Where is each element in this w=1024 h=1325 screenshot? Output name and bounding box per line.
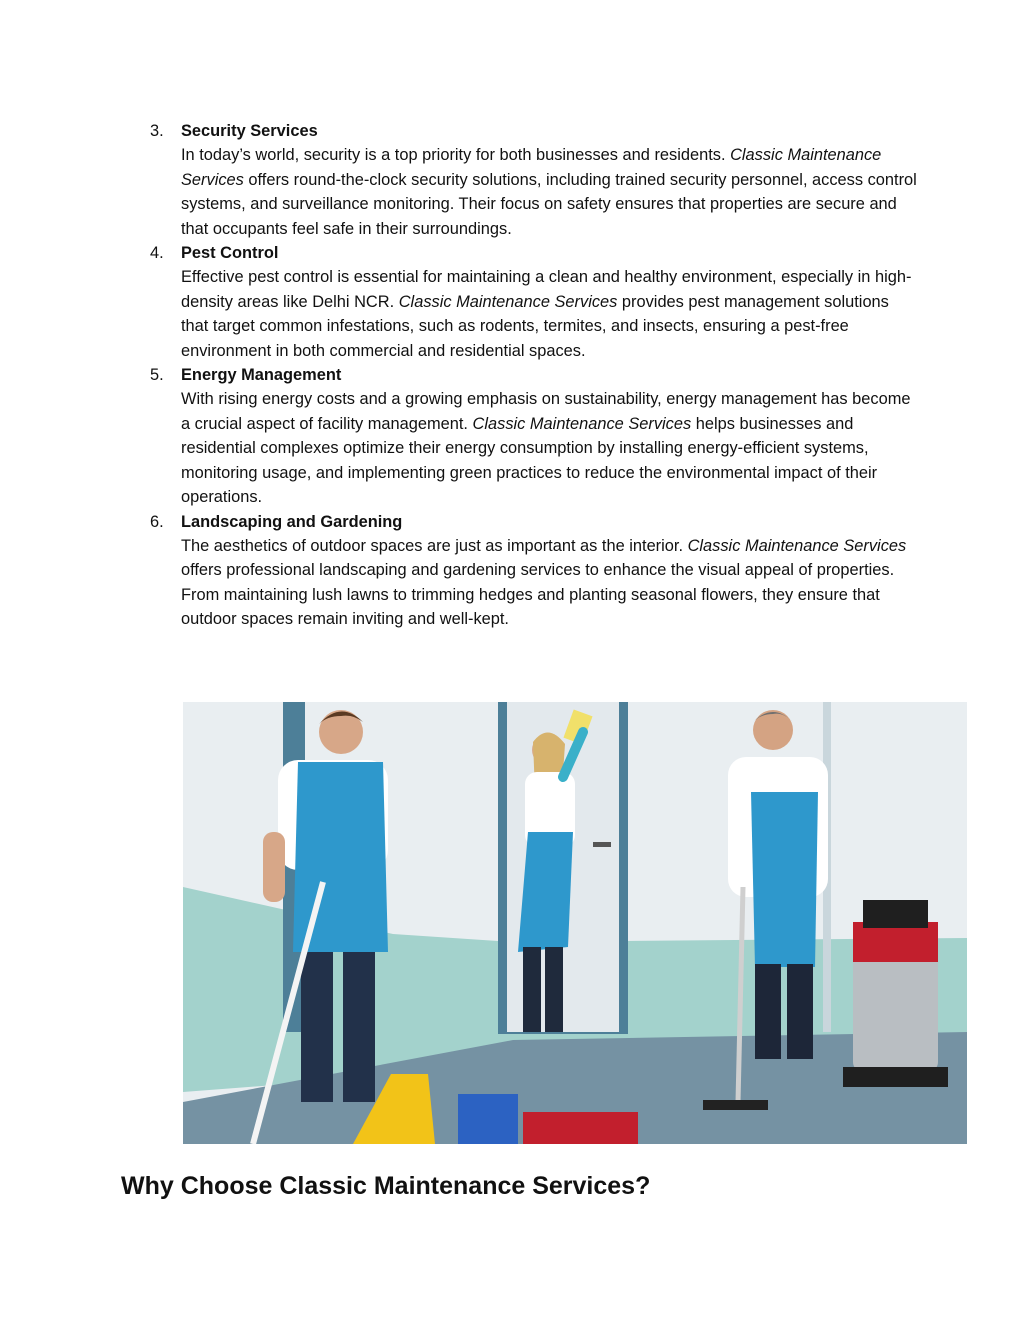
- cleaning-scene-illustration: [183, 702, 967, 1144]
- list-number: 4.: [150, 244, 164, 263]
- list-item-security: [150, 119, 920, 241]
- mop-bucket-blue: [458, 1094, 518, 1144]
- mop-bucket-red: [523, 1112, 638, 1144]
- list-number: 6.: [150, 512, 164, 531]
- list-item-energy-management: [150, 363, 920, 509]
- item-description: The aesthetics of outdoor spaces are just as important as the interior. Classic Maintenance Services offers professional landscaping and gardening services to enhance the visual appeal of properties. From maintaining lush lawns to trimming hedges and planting seasonal flowers, they ensure that outdoor spaces remain inviting and well-kept.: [181, 536, 907, 629]
- list-item-landscaping: [150, 510, 920, 632]
- item-title: Security Services: [181, 122, 318, 140]
- section-heading: Why Choose Classic Maintenance Services?: [121, 1172, 651, 1200]
- item-title: Energy Management: [181, 366, 342, 385]
- cleaning-staff-photo: [183, 702, 967, 1144]
- item-title: Pest Control: [181, 244, 279, 263]
- item-description: In today’s world, security is a top priority for both businesses and residents. Classic Maintenance Services offers round-the-clock security solutions, including trained security personnel, access control systems, and surveillance monitoring. Their focus on safety ensures that properties are secure and that occupants feel safe in their surroundings.: [181, 146, 917, 238]
- item-description: Effective pest control is essential for maintaining a clean and healthy environment, especially in high-density areas like Delhi NCR. Classic Maintenance Services provides pest management solutions that target common infestations, such as rodents, termites, and insects, ensuring a pest-free environment in both commercial and residential spaces.: [181, 268, 912, 360]
- list-number: 5.: [150, 366, 164, 385]
- door-handle: [593, 842, 611, 847]
- list-item-pest-control: [150, 241, 920, 363]
- item-title: Landscaping and Gardening: [181, 512, 403, 531]
- item-description: With rising energy costs and a growing emphasis on sustainability, energy management has become a crucial aspect of facility management. Classic Maintenance Services helps businesses and residential complexes optimize their energy consumption by installing energy-efficient systems, monitoring usage, and implementing green practices to reduce the environmental impact of their operations.: [181, 390, 911, 507]
- service-list: [150, 119, 920, 632]
- vacuum-cleaner: [843, 900, 948, 1087]
- list-number: 3.: [150, 122, 164, 140]
